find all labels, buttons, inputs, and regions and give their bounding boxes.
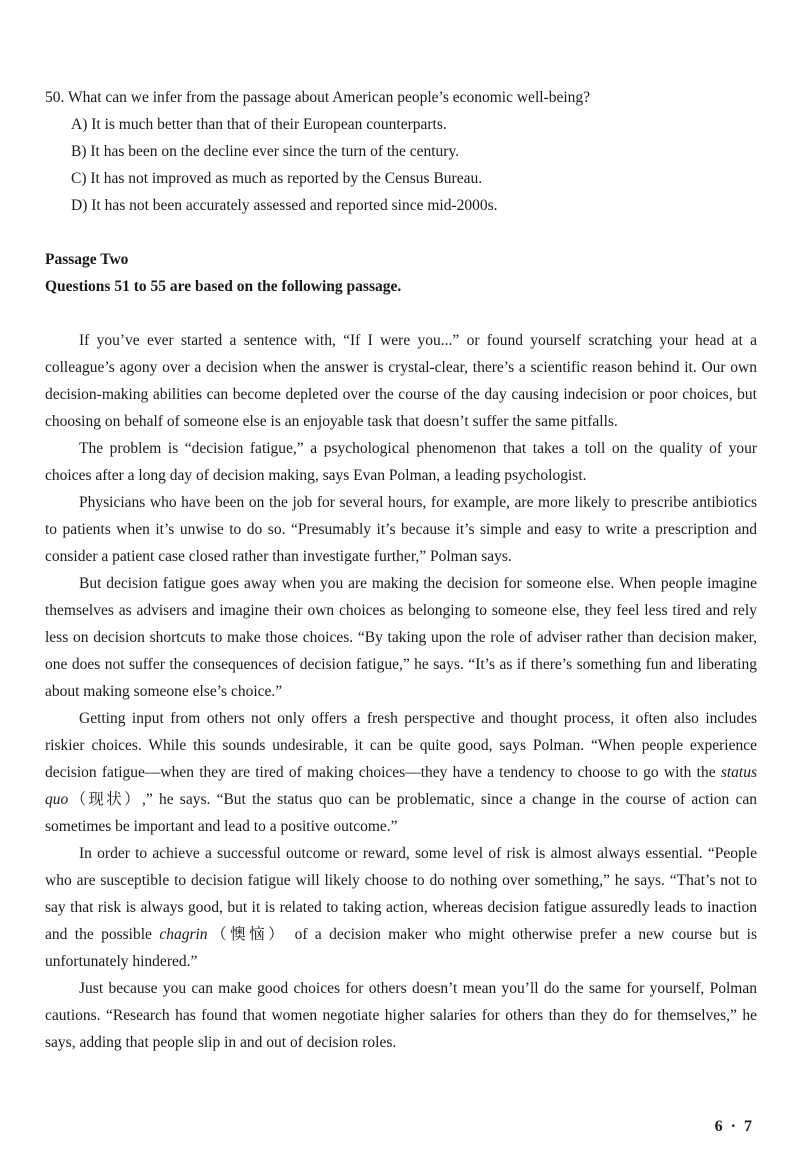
- question-50-options: [45, 111, 757, 219]
- page-number: 6 · 7: [714, 1118, 754, 1135]
- paragraph-2: The problem is “decision fatigue,” a psychological phenomenon that takes a toll on the quality of your choices after a long day of decision making, says Evan Polman, a leading psychologist.: [45, 440, 757, 484]
- paragraph-3: Physicians who have been on the job for several hours, for example, are more likely to prescribe antibiotics to patients when it’s unwise to do so. “Presumably it’s because it’s simple and easy to write a prescription and consider a patient case closed rather than investigate further,” Polman says.: [45, 494, 757, 565]
- paragraph-1: If you’ve ever started a sentence with, “If I were you...” or found yourself scratching your head at a colleague’s agony over a decision when the answer is crystal-clear, there’s a scientific reason behind it. Our own decision-making abilities can become depleted over the course of the day causing indecision or poor choices, but choosing on behalf of someone else is an enjoyable task that doesn’t suffer the same pitfalls.: [45, 332, 757, 430]
- passage-instruction: Questions 51 to 55 are based on the following passage.: [45, 278, 402, 295]
- option-a: A) It is much better than that of their European counterparts.: [71, 116, 447, 133]
- paragraph-5: [45, 705, 757, 840]
- option-c: C) It has not improved as much as reported by the Census Bureau.: [71, 170, 483, 187]
- option-b: B) It has been on the decline ever since the turn of the century.: [71, 143, 460, 160]
- paragraph-7: Just because you can make good choices for others doesn’t mean you’ll do the same for yourself, Polman cautions. “Research has found that women negotiate higher salaries for others than they do for themselves,” he says, adding that people slip in and out of decision roles.: [45, 980, 757, 1051]
- gloss-chagrin: （懊恼）: [207, 926, 288, 943]
- question-50-stem: 50. What can we infer from the passage about American people’s economic well-being?: [45, 89, 591, 106]
- paragraph-4: But decision fatigue goes away when you are making the decision for someone else. When people imagine themselves as advisers and imagine their own choices as belonging to someone else, they feel less tired and rely less on decision shortcuts to make those choices. “By taking upon the role of adviser rather than decision maker, one does not suffer the consequences of decision fatigue,” he says. “It’s as if there’s something fun and liberating about making someone else’s choice.”: [45, 575, 757, 700]
- paragraph-5-part-a: Getting input from others not only offers a fresh perspective and thought process, it often also includes riskier choices. While this sounds undesirable, it can be quite good, says Polman. “When people experience decision fatigue—when they are tired of making choices—they have a tendency to choose to go with the: [45, 710, 757, 781]
- paragraph-6: [45, 840, 757, 975]
- term-chagrin: chagrin: [159, 926, 208, 943]
- paragraph-6-part-a: In order to achieve a successful outcome or reward, some level of risk is almost always essential. “People who are susceptible to decision fatigue will likely choose to do nothing over something,” he says. “That’s not to say that risk is always good, but it is related to taking action, whereas decision fatigue assuredly leads to inaction and the possible: [45, 845, 757, 943]
- exam-page: [45, 84, 757, 1056]
- passage-heading: Passage Two: [45, 251, 129, 268]
- term-status-quo: status quo: [45, 764, 757, 808]
- paragraph-5-part-b: ,” he says. “But the status quo can be problematic, since a change in the course of action can sometimes be important and lead to a positive outcome.”: [45, 791, 757, 835]
- paragraph-6-part-b: of a decision maker who might otherwise prefer a new course but is unfortunately hindered.”: [45, 926, 757, 970]
- gloss-status-quo: （现状）: [68, 791, 142, 808]
- option-d: D) It has not been accurately assessed and reported since mid-2000s.: [71, 197, 498, 214]
